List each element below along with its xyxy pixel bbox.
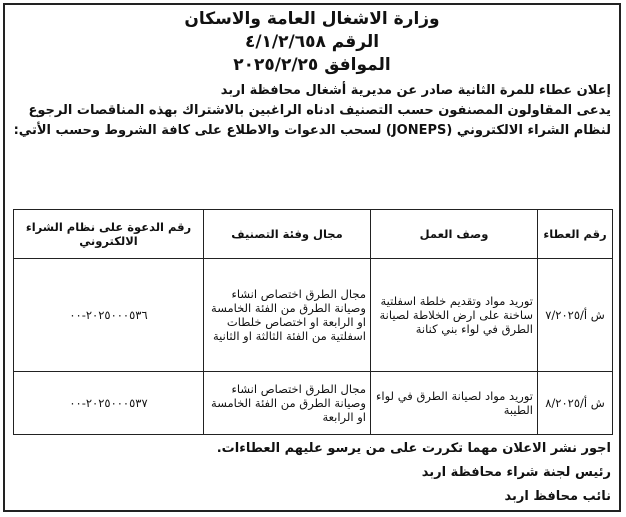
reference-number: الرقم ٤/١/٢/٦٥٨ (244, 32, 380, 52)
footer (13, 437, 611, 509)
header-classification: مجال وفئة التصنيف (204, 210, 371, 259)
intro (5, 81, 619, 141)
committee-chair-title: رئيس لجنة شراء محافظة اربد (421, 465, 611, 480)
tender-number: ش أ/٨/٢٠٢٥ (538, 372, 613, 435)
header-work-description: وصف العمل (371, 210, 538, 259)
tender-number: ش أ/٧/٢٠٢٥ (538, 259, 613, 372)
intro-body: يدعى المقاولون المصنفون حسب التصنيف ادناه الراغبين بالاشتراك بهذه المناقصات الرجوع لنظام الشراء الالكتروني (JONEPS) لسحب الدعوات والاطلاع على كافة الشروط وحسب الأتي: (13, 103, 611, 138)
table-row (14, 259, 613, 372)
announcement-date: الموافق ٢٠٢٥/٢/٢٥ (233, 55, 391, 75)
invitation-number: ٢٠٢٥٠٠٠٥٣٦-٠٠ (14, 259, 204, 372)
header-tender-number: رقم العطاء (538, 210, 613, 259)
classification: مجال الطرق اختصاص انشاء وصيانة الطرق من الفئة الخامسة او الرابعة (204, 372, 371, 435)
work-description: توريد مواد وتقديم خلطة اسفلتية ساخنة على ارض الخلاطة لصيانة الطرق في لواء بني كنانة (371, 259, 538, 372)
work-description: توريد مواد لصيانة الطرق في لواء الطيبة (371, 372, 538, 435)
announcement-frame (3, 3, 621, 512)
ministry-title: وزارة الاشغال العامة والاسكان (184, 9, 440, 29)
deputy-governor-role: نائب محافظ اربد (504, 489, 611, 504)
header (5, 8, 619, 77)
classification: مجال الطرق اختصاص انشاء وصيانة الطرق من الفئة الخامسة او الرابعة او اختصاص خلطات اسفلتية من الفئة الثالثة او الثانية (204, 259, 371, 372)
table-header-row (14, 210, 613, 259)
intro-title: إعلان عطاء للمرة الثانية صادر عن مديرية أشغال محافظة اربد (220, 83, 611, 98)
table-row (14, 372, 613, 435)
header-invitation-number: رقم الدعوة على نظام الشراء الالكتروني (14, 210, 204, 259)
invitation-number: ٢٠٢٥٠٠٠٥٣٧-٠٠ (14, 372, 204, 435)
tenders-table (13, 209, 613, 435)
advertising-fees-note: اجور نشر الاعلان مهما تكررت على من يرسو عليهم العطاءات. (216, 441, 611, 456)
